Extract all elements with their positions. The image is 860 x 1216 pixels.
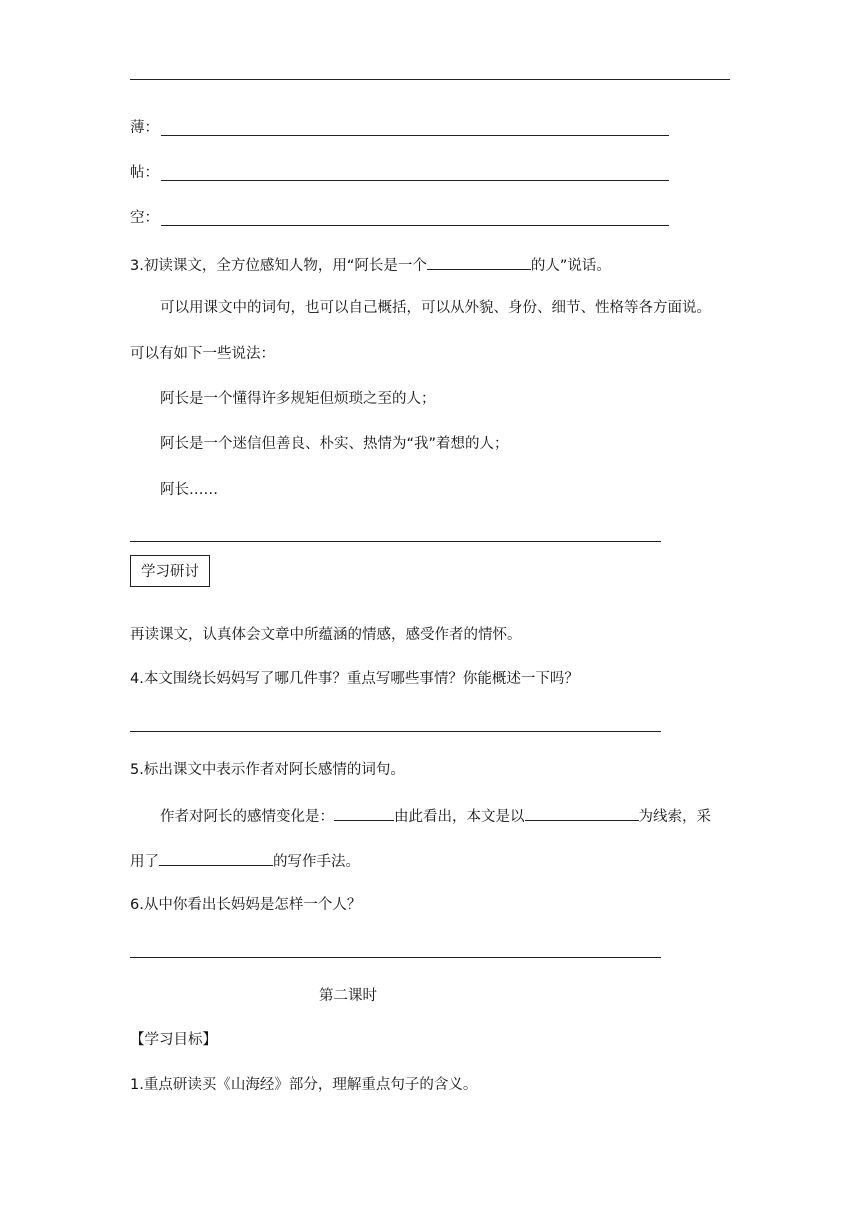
q5-line1-suffix: 为线索，采 — [638, 809, 711, 825]
question-4: 4.本文围绕长妈妈写了哪几件事？重点写哪些事情？你能概述一下吗？ — [130, 671, 579, 687]
question-3-prefix: 3.初读课文，全方位感知人物，用“阿长是一个 — [130, 258, 427, 274]
example-2: 阿长是一个迷信但善良、朴实、热情为“我”着想的人； — [160, 436, 509, 452]
top-rule — [130, 79, 730, 80]
section-label-box — [130, 555, 210, 587]
question-5-line-2 — [130, 850, 360, 872]
fill-item-bo — [130, 118, 159, 138]
question-5: 5.标出课文中表示作者对阿长感情的词句。 — [130, 762, 405, 778]
answer-blank[interactable] — [159, 850, 273, 866]
question-5-line-1 — [160, 805, 711, 827]
fill-item-kong — [130, 208, 159, 228]
example-3: 阿长…… — [160, 482, 218, 498]
fill-item-label: 薄： — [130, 120, 159, 136]
fill-item-label: 空： — [130, 210, 159, 226]
answer-line[interactable] — [130, 731, 661, 732]
objective-1: 1.重点研读买《山海经》部分，理解重点句子的含义。 — [130, 1077, 478, 1093]
fill-item-line[interactable] — [161, 180, 669, 181]
question-3-suffix: 的人”说话。 — [530, 258, 611, 274]
answer-line[interactable] — [130, 541, 661, 542]
answer-blank[interactable] — [334, 805, 394, 821]
guide-continuation: 可以有如下一些说法： — [130, 346, 275, 362]
q5-line1-middle: 由此看出，本文是以 — [394, 809, 525, 825]
fill-item-tie — [130, 163, 159, 183]
fill-item-line[interactable] — [161, 135, 669, 136]
section-label: 学习研讨 — [141, 564, 199, 580]
lesson-title: 第二课时 — [319, 988, 377, 1004]
answer-blank[interactable] — [525, 805, 639, 821]
reread-intro: 再读课文，认真体会文章中所蕴涵的情感，感受作者的情怀。 — [130, 627, 522, 643]
fill-item-line[interactable] — [161, 225, 669, 226]
answer-blank[interactable] — [427, 254, 531, 270]
example-1: 阿长是一个懂得许多规矩但烦琐之至的人； — [160, 391, 436, 407]
objectives-heading: 【学习目标】 — [130, 1032, 217, 1048]
question-3 — [130, 254, 611, 276]
question-6: 6.从中你看出长妈妈是怎样一个人？ — [130, 897, 362, 913]
guide-paragraph: 可以用课文中的词句，也可以自己概括，可以从外貌、身份、细节、性格等各方面说。 — [160, 300, 711, 316]
q5-line2-prefix: 用了 — [130, 854, 159, 870]
q5-line2-suffix: 的写作手法。 — [273, 854, 360, 870]
fill-item-label: 帖： — [130, 165, 159, 181]
q5-line1-prefix: 作者对阿长的感情变化是： — [160, 809, 334, 825]
answer-line[interactable] — [130, 957, 661, 958]
